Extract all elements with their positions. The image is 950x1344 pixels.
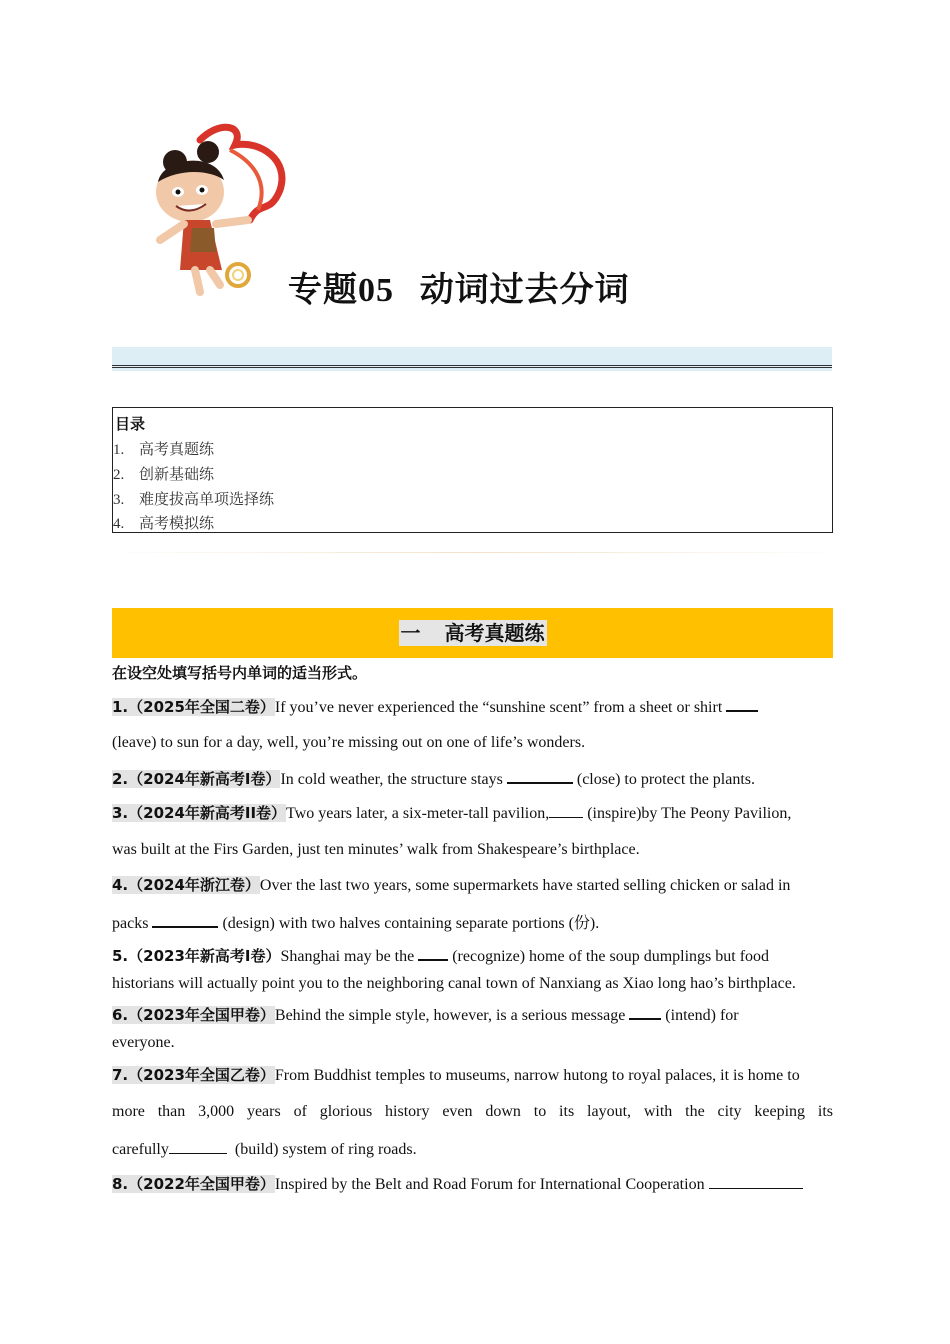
question-1: 1.（2025年全国二卷）If you’ve never experienced the “sunshine scent” from a sheet or shirt (leave) to sun for a day, well, you’re missing out on one of life’s wonders. [112,696,833,718]
toc-item[interactable]: 3. 难度拔高单项选择练 [113,490,275,508]
answer-blank[interactable] [169,1139,227,1154]
section-title: 一 高考真题练 [400,621,545,645]
question-2: 2.（2024年新高考I卷）In cold weather, the structure stays (close) to protect the plants. [112,770,756,788]
question-8: 8.（2022年全国甲卷）Inspired by the Belt and Road Forum for International Cooperation [112,1174,833,1195]
toc-item[interactable]: 1. 高考真题练 [113,440,215,458]
toc-item[interactable]: 2. 创新基础练 [113,465,215,483]
question-5: 5.（2023年新高考I卷）Shanghai may be the (recognize) home of the soup dumplings but food historians will actually point you to the neighboring canal town of Nanxiang as Xiao long hao’s birthplace. [112,947,796,992]
table-of-contents [112,407,833,533]
instruction-text: 在设空处填写括号内单词的适当形式。 [112,664,368,682]
question-6: 6.（2023年全国甲卷）Behind the simple style, however, is a serious message (intend) for everyone. [112,1006,739,1051]
toc-heading: 目录 [115,415,146,433]
section-divider [105,552,845,553]
answer-blank[interactable] [709,1174,803,1189]
answer-blank[interactable] [629,1004,661,1020]
toc-item[interactable]: 4. 高考模拟练 [113,514,215,532]
answer-blank[interactable] [549,803,583,818]
question-7: 7.（2023年全国乙卷）From Buddhist temples to museums, narrow hutong to royal palaces, it is home to more than 3,000 years of glorious history even down to its layout, with the city keeping its carefully (build) system of ring roads. [112,1066,833,1158]
nezha-mascot-icon [140,120,290,305]
question-4: 4.（2024年浙江卷）Over the last two years, some supermarkets have started selling chicken or salad in packs (design) with two halves containing separate portions (份). [112,876,791,932]
answer-blank[interactable] [507,768,573,784]
title-divider [112,365,832,368]
page-title: 专题05 动词过去分词 [288,270,630,310]
section-banner [112,608,833,658]
answer-blank[interactable] [418,945,448,961]
answer-blank[interactable] [152,912,218,928]
answer-blank[interactable] [726,696,758,712]
question-3: 3.（2024年新高考II卷）Two years later, a six-meter-tall pavilion, (inspire)by The Peony Pavilion, was built at the Firs Garden, just ten minutes’ walk from Shakespeare’s birthplace. [112,804,792,858]
